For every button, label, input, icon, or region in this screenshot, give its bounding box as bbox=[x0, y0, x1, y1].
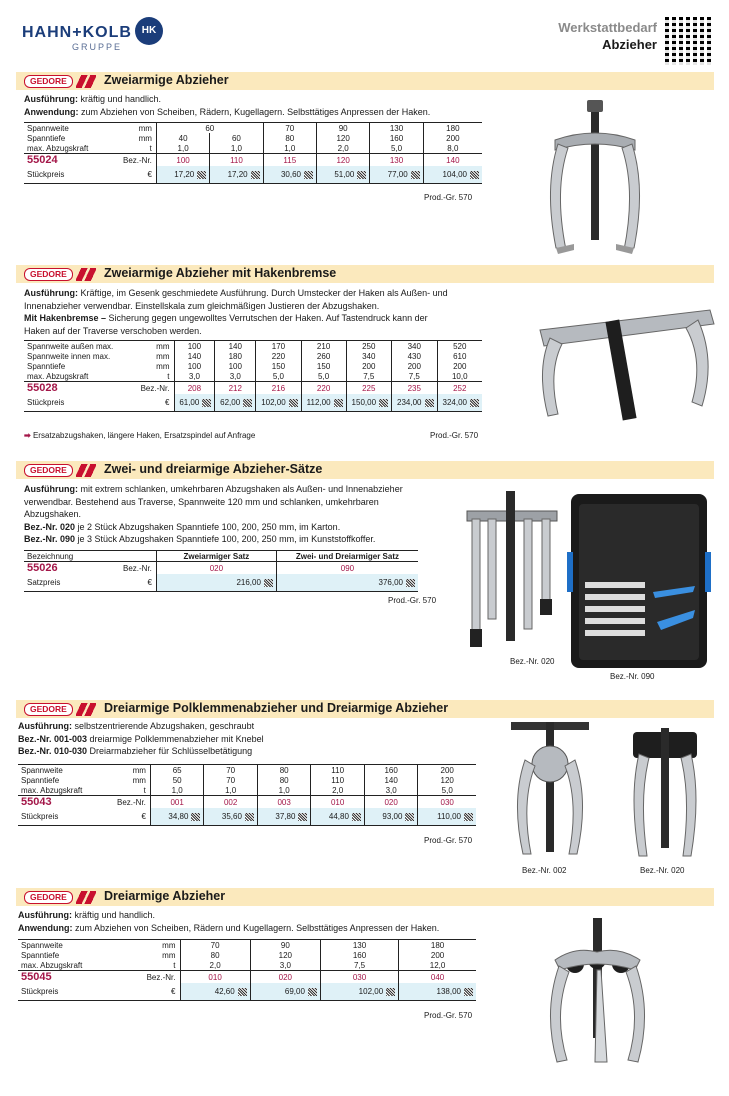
price-row: Satzpreis € 216,00 376,00 bbox=[24, 574, 418, 592]
section-description bbox=[18, 720, 488, 758]
spare-parts-note: ➡ Ersatzabzugshaken, längere Haken, Ersatzspindel auf Anfrage bbox=[24, 431, 256, 440]
desc-line: Ausführung: Kräftige, im Gesenk geschmiedete Ausführung. Durch Umstecker der Haken als Außen- und bbox=[24, 288, 448, 298]
product-group: Prod.-Gr. 570 bbox=[424, 1011, 473, 1020]
gedore-brand-badge: GEDORE bbox=[24, 75, 73, 88]
spec-table bbox=[24, 122, 482, 184]
price-row: Stückpreis € 42,60 69,00 102,00 138,00 bbox=[18, 983, 476, 1001]
table-row: Spannweite mm 65 70 80 110 160 200 bbox=[18, 765, 476, 776]
article-number: 55045 bbox=[18, 971, 114, 984]
table-row: max. Abzugskraft t 3,0 3,0 5,0 5,0 7,5 7,5 10,0 bbox=[24, 371, 482, 382]
price-cell[interactable]: 376,00 bbox=[276, 574, 418, 592]
table-row: Spannweite innen max. mm 140 180 220 260 340 430 610 bbox=[24, 351, 482, 361]
table-row: max. Abzugskraft t 1,0 1,0 1,0 2,0 3,0 5,0 bbox=[18, 785, 476, 796]
gedore-flag-icon bbox=[76, 268, 96, 281]
section-abzieher-saetze bbox=[0, 457, 729, 682]
section-title: Dreiarmige Abzieher bbox=[104, 889, 226, 903]
price-cell[interactable]: 17,20 bbox=[156, 166, 209, 184]
two-arm-puller-hook-brake-image[interactable] bbox=[530, 290, 720, 430]
article-number: 55024 bbox=[24, 154, 120, 167]
gedore-flag-icon bbox=[76, 703, 96, 716]
logo-subtext: GRUPPE bbox=[72, 42, 123, 52]
category-label: Werkstattbedarf bbox=[558, 20, 657, 35]
price-cell[interactable]: 110,00 bbox=[418, 808, 476, 826]
desc-line: Bez.-Nr. 001-003 dreiarmige Polklemmenabzieher mit Knebel bbox=[18, 733, 264, 744]
gedore-flag-icon bbox=[76, 891, 96, 904]
product-group: Prod.-Gr. 570 bbox=[388, 596, 437, 605]
price-cell[interactable]: 104,00 bbox=[423, 166, 482, 184]
article-row: 55026 Bez.-Nr. 020 090 bbox=[24, 562, 418, 575]
subcategory-label: Abzieher bbox=[602, 37, 657, 52]
puller-set-case-image[interactable] bbox=[565, 492, 713, 670]
product-group: Prod.-Gr. 570 bbox=[424, 836, 473, 845]
three-arm-puller-key-image[interactable] bbox=[625, 726, 705, 861]
logo-seal-icon: HK bbox=[135, 17, 163, 45]
section-description bbox=[24, 287, 494, 337]
price-cell[interactable]: 17,20 bbox=[210, 166, 263, 184]
article-row: 55043 Bez.-Nr. 001 002 003 010 020 030 bbox=[18, 796, 476, 809]
table-row: Spanntiefe mm 80 120 160 200 bbox=[18, 950, 476, 960]
article-number: 55026 bbox=[24, 562, 120, 575]
three-arm-puller-image[interactable] bbox=[535, 916, 660, 1066]
section-title-band bbox=[16, 265, 714, 283]
price-cell[interactable]: 324,00 bbox=[437, 394, 482, 412]
desc-line: Anwendung: zum Abziehen von Scheiben, Rädern, Kugellagern. Selbsttätiges Anpressen der Haken. bbox=[24, 106, 431, 117]
desc-line: Ausführung: mit extrem schlanken, umkehrbaren Abzugshaken als Außen- und Innenabzieher bbox=[24, 484, 403, 494]
desc-line: Anwendung: zum Abziehen von Scheiben, Rädern und Kugellagern. Selbsttätiges Anpressen der Haken. bbox=[18, 922, 440, 933]
price-row: Stückpreis € 61,00 62,00 102,00 112,00 150,00 234,00 324,00 bbox=[24, 394, 482, 412]
logo-text: HAHN+KOLB bbox=[22, 24, 132, 41]
arrow-right-icon: ➡ bbox=[24, 431, 31, 440]
desc-line: Haken auf der Traverse verschoben werden. bbox=[24, 325, 202, 336]
price-cell[interactable]: 234,00 bbox=[392, 394, 437, 412]
table-row: max. Abzugskraft t 1,0 1,0 1,0 2,0 5,0 8,0 bbox=[24, 143, 482, 154]
price-row: Stückpreis € 17,20 17,20 30,60 51,00 77,00 104,00 bbox=[24, 166, 482, 184]
section-description bbox=[18, 909, 488, 934]
section-title-band bbox=[16, 700, 714, 718]
desc-line: Ausführung: kräftig und handlich. bbox=[24, 94, 162, 104]
article-row: 55028 Bez.-Nr. 208 212 216 220 225 235 252 bbox=[24, 382, 482, 395]
qr-code-icon[interactable] bbox=[665, 17, 713, 65]
article-number: 55028 bbox=[24, 382, 120, 395]
price-cell[interactable]: 62,00 bbox=[215, 394, 256, 412]
image-caption: Bez.-Nr. 002 bbox=[522, 866, 567, 875]
price-row: Stückpreis € 34,80 35,60 37,80 44,80 93,00 110,00 bbox=[18, 808, 476, 826]
article-row: 55045 Bez.-Nr. 010 020 030 040 bbox=[18, 971, 476, 984]
image-caption: Bez.-Nr. 020 bbox=[510, 657, 555, 666]
product-group: Prod.-Gr. 570 bbox=[430, 431, 479, 440]
company-logo[interactable] bbox=[22, 24, 132, 52]
table-row: Spannweite mm 70 90 130 180 bbox=[18, 940, 476, 951]
desc-line: Ausführung: kräftig und handlich. bbox=[18, 910, 156, 920]
table-row: Spanntiefe mm 40 60 80 120 160 200 bbox=[24, 133, 482, 143]
desc-line: Innenabzieher verwendbar. Einstellskala zum gleichmäßigen Justieren der Abzugshaken. bbox=[24, 300, 380, 311]
table-row: max. Abzugskraft t 2,0 3,0 7,5 12,0 bbox=[18, 960, 476, 971]
article-number: 55043 bbox=[18, 796, 114, 809]
price-cell[interactable]: 37,80 bbox=[257, 808, 311, 826]
gedore-brand-badge: GEDORE bbox=[24, 464, 73, 477]
gedore-brand-badge: GEDORE bbox=[24, 703, 73, 716]
image-caption: Bez.-Nr. 090 bbox=[610, 672, 655, 681]
price-cell[interactable]: 77,00 bbox=[370, 166, 423, 184]
puller-set-carton-image[interactable] bbox=[462, 489, 562, 654]
price-cell[interactable]: 42,60 bbox=[180, 983, 250, 1001]
price-cell[interactable]: 102,00 bbox=[256, 394, 301, 412]
table-row: Spannweite mm 60 70 90 130 180 bbox=[24, 123, 482, 134]
desc-line: verwendbar. Bestehend aus Traverse, Spannweite 120 mm und schlanken, umkehrbaren bbox=[24, 496, 379, 507]
price-cell[interactable]: 93,00 bbox=[364, 808, 418, 826]
page-header bbox=[0, 0, 729, 70]
section-polklemmenabzieher bbox=[0, 698, 729, 883]
section-title: Zweiarmige Abzieher bbox=[104, 73, 229, 87]
gedore-flag-icon bbox=[76, 464, 96, 477]
desc-line: Mit Hakenbremse – Sicherung gegen ungewolltes Verrutschen der Haken. Auf Tastendruck kann der bbox=[24, 313, 428, 323]
table-row: Spanntiefe mm 50 70 80 110 140 120 bbox=[18, 775, 476, 785]
table-row: Spanntiefe mm 100 100 150 150 200 200 200 bbox=[24, 361, 482, 371]
section-title-band bbox=[16, 888, 714, 906]
section-title: Dreiarmige Polklemmenabzieher und Dreiarmige Abzieher bbox=[104, 701, 449, 715]
price-cell[interactable]: 61,00 bbox=[174, 394, 215, 412]
section-title-band bbox=[16, 72, 714, 90]
price-cell[interactable]: 34,80 bbox=[150, 808, 204, 826]
section-description bbox=[24, 93, 494, 118]
price-cell[interactable]: 44,80 bbox=[311, 808, 365, 826]
gedore-brand-badge: GEDORE bbox=[24, 891, 73, 904]
section-title: Zweiarmige Abzieher mit Hakenbremse bbox=[104, 266, 337, 280]
section-hakenbremse bbox=[0, 262, 729, 452]
section-title: Zwei- und dreiarmige Abzieher-Sätze bbox=[104, 462, 323, 476]
spec-table bbox=[24, 550, 418, 592]
price-cell[interactable]: 30,60 bbox=[263, 166, 316, 184]
battery-terminal-puller-image[interactable] bbox=[505, 720, 595, 860]
product-group: Prod.-Gr. 570 bbox=[424, 193, 473, 202]
price-cell[interactable]: 138,00 bbox=[399, 983, 476, 1001]
page-category bbox=[558, 20, 657, 52]
price-cell[interactable]: 102,00 bbox=[320, 983, 398, 1001]
section-dreiarmige-abzieher bbox=[0, 886, 729, 1086]
desc-line: Bez.-Nr. 020 je 2 Stück Abzugshaken Spanntiefe 100, 200, 250 mm, im Karton. bbox=[24, 521, 341, 532]
spec-table bbox=[18, 939, 476, 1001]
article-row: 55024 Bez.-Nr. 100 110 115 120 130 140 bbox=[24, 154, 482, 167]
desc-line: Bez.-Nr. 010-030 Dreiarmabzieher für Schlüsselbetätigung bbox=[18, 746, 253, 756]
desc-line: Abzugshaken. bbox=[24, 509, 82, 519]
price-cell[interactable]: 51,00 bbox=[316, 166, 369, 184]
desc-line: Ausführung: selbstzentrierende Abzugshaken, geschraubt bbox=[18, 721, 255, 731]
gedore-brand-badge: GEDORE bbox=[24, 268, 73, 281]
section-description bbox=[24, 483, 454, 546]
spec-table bbox=[18, 764, 476, 826]
gedore-flag-icon bbox=[76, 75, 96, 88]
spec-table bbox=[24, 340, 482, 412]
section-zweiarmige-abzieher bbox=[0, 70, 729, 260]
section-title-band bbox=[16, 461, 714, 479]
table-row: Spannweite außen max. mm 100 140 170 210 250 340 520 bbox=[24, 341, 482, 352]
two-arm-puller-image[interactable] bbox=[540, 98, 650, 258]
desc-line: Bez.-Nr. 090 je 3 Stück Abzugshaken Spanntiefe 100, 200, 250 mm, im Kunststoffkoffer. bbox=[24, 534, 376, 544]
price-cell[interactable]: 69,00 bbox=[250, 983, 320, 1001]
price-cell[interactable]: 216,00 bbox=[156, 574, 276, 592]
price-cell[interactable]: 35,60 bbox=[204, 808, 258, 826]
image-caption: Bez.-Nr. 020 bbox=[640, 866, 685, 875]
table-row: Bezeichnung Zweiarmiger Satz Zwei- und Dreiarmiger Satz bbox=[24, 551, 418, 562]
price-cell[interactable]: 112,00 bbox=[301, 394, 346, 412]
price-cell[interactable]: 150,00 bbox=[346, 394, 391, 412]
